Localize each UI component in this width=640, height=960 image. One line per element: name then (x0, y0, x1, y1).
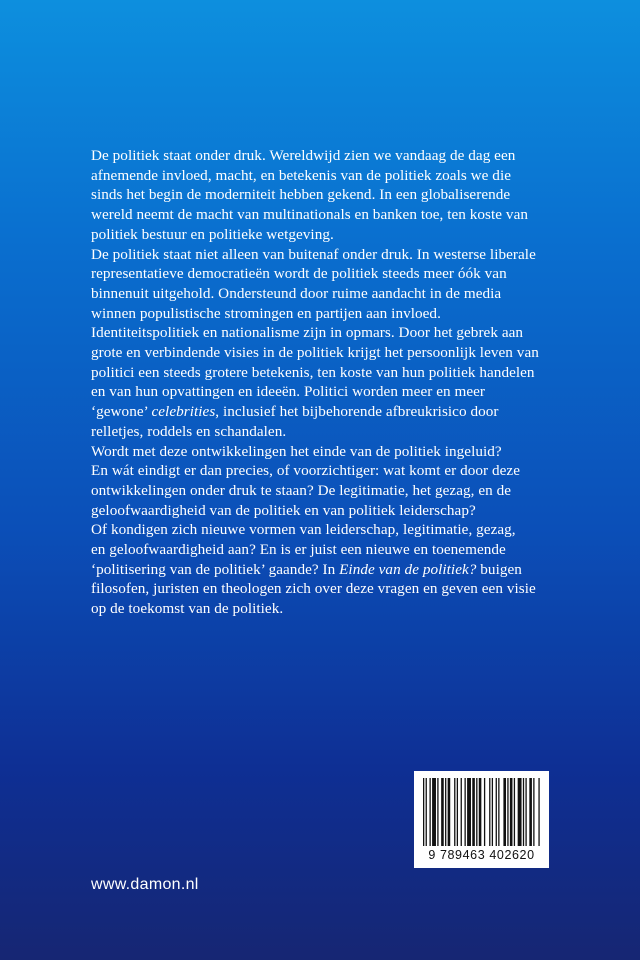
blurb-line-book-title (91, 560, 591, 580)
blurb-line: politici een steeds grotere betekenis, ten koste van hun politiek handelen (91, 363, 535, 381)
barcode-bar (514, 778, 515, 846)
barcode-bar (510, 778, 513, 846)
barcode-bar (441, 778, 444, 846)
blurb-paragraph-3 (91, 442, 591, 619)
barcode-bar (457, 778, 458, 846)
barcode-bar (489, 778, 490, 846)
barcode-bar (479, 778, 482, 846)
blurb-line: wereld neemt de macht van multinationals en banken toe, ten koste van (91, 206, 528, 224)
barcode-bar (492, 778, 493, 846)
barcode-bar (507, 778, 508, 846)
blurb-line: afnemende invloed, macht, en betekenis van de politiek zoals we die (91, 166, 512, 184)
blurb-line: grote en verbindende visies in de politiek krijgt het persoonlijk leven van (91, 344, 539, 362)
blurb-line: ontwikkelingen onder druk te staan? De legitimatie, het gezag, en de (91, 481, 512, 499)
barcode-bar (472, 778, 475, 846)
barcode-bar (429, 778, 430, 846)
title-after: buigen (476, 560, 522, 578)
blurb-paragraph-2 (91, 245, 591, 442)
blurb-line: filosofen, juristen en theologen zich over deze vragen en geven een visie (91, 580, 536, 598)
celeb-italic: celebrities (151, 403, 216, 421)
barcode-bar (484, 778, 485, 846)
barcode-bar (437, 778, 438, 846)
blurb-line-celebrities (91, 402, 591, 422)
title-before: ‘politisering van de politiek’ gaande? In (91, 560, 340, 578)
blurb-line: binnenuit uitgehold. Ondersteund door ruime aandacht in de media (91, 284, 502, 302)
barcode-bar (426, 778, 427, 846)
blurb-paragraph-1 (91, 146, 591, 245)
barcode-bar (496, 778, 497, 846)
blurb-line: en van hun opvattingen en ideeën. Politici worden meer en meer (91, 383, 486, 401)
blurb-line: relletjes, roddels en schandalen. (91, 422, 287, 440)
celeb-after: , inclusief het bijbehorende afbreukrisico door (215, 403, 499, 421)
barcode-bar (503, 778, 506, 846)
barcode-bar (461, 778, 462, 846)
isbn-number: 9 789463 402620 (428, 848, 535, 862)
blurb-line: Of kondigen zich nieuwe vormen van leiderschap, legitimatie, gezag, (91, 521, 516, 539)
celeb-before: ‘gewone’ (91, 403, 152, 421)
barcode-bar (523, 778, 524, 846)
barcode-bar (432, 778, 436, 846)
barcode-bar (454, 778, 455, 846)
blurb-line: En wát eindigt er dan precies, of voorzichtiger: wat komt er door deze (91, 462, 521, 480)
book-title-italic: Einde van de politiek? (339, 560, 477, 578)
blurb-line: politiek bestuur en politieke wetgeving. (91, 225, 334, 243)
blurb-line: Identiteitspolitiek en nationalisme zijn in opmars. Door het gebrek aan (91, 324, 524, 342)
blurb-line: geloofwaardigheid van de politiek en van politiek leiderschap? (91, 501, 476, 519)
barcode-bar (476, 778, 477, 846)
barcode-bar (448, 778, 451, 846)
blurb-line: op de toekomst van de politiek. (91, 600, 284, 618)
blurb-line: De politiek staat niet alleen van buitenaf onder druk. In westerse liberale (91, 245, 536, 263)
barcode-bar (464, 778, 465, 846)
barcode-bar (538, 778, 539, 846)
blurb-line: De politiek staat onder druk. Wereldwijd zien we vandaag de dag een (91, 147, 516, 164)
blurb-line: winnen populistische stromingen en partijen aan invloed. (91, 304, 441, 322)
blurb-line: en geloofwaardigheid aan? En is er juist een nieuwe en toenemende (91, 541, 506, 559)
barcode-bar (467, 778, 471, 846)
blurb-text (91, 146, 591, 619)
barcode-bars (423, 778, 541, 846)
barcode-bar (423, 778, 424, 846)
barcode-bar (525, 778, 526, 846)
barcode-bar (498, 778, 499, 846)
blurb-line: representatieve democratieën wordt de politiek steeds meer óók van (91, 265, 507, 283)
publisher-website: www.damon.nl (91, 876, 199, 893)
blurb-line: sinds het begin de moderniteit hebben gekend. In een globaliserende (91, 186, 511, 204)
barcode-bar (445, 778, 446, 846)
isbn-barcode (414, 771, 549, 868)
barcode-bar (518, 778, 522, 846)
blurb-line: Wordt met deze ontwikkelingen het einde van de politiek ingeluid? (91, 442, 502, 460)
barcode-bar (533, 778, 534, 846)
barcode-bar (529, 778, 532, 846)
